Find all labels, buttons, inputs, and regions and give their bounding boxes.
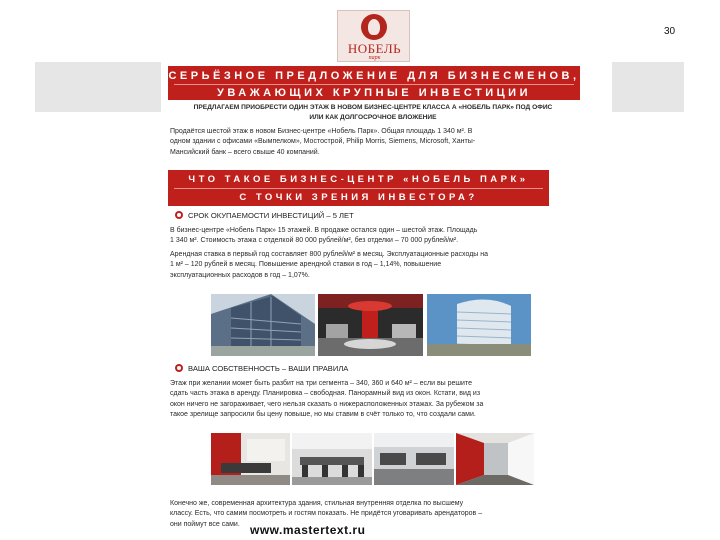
side-panel-left: [35, 62, 161, 112]
text-line: такое зрелище запросили бы цену повыше, но мы ставим в счёт только то, что создали сами.: [170, 410, 476, 418]
photo-red-lobby: [318, 294, 423, 356]
photo-corridor-red: [456, 433, 534, 485]
text-line: В бизнес-центре «Нобель Парк» 15 этажей. В продаже остался один – шестой этаж. Площадь: [170, 227, 478, 234]
photo-building-facade: [211, 294, 315, 356]
photo-office-red-wall: [211, 433, 290, 485]
section-title-text: ВАША СОБСТВЕННОСТЬ – ВАШИ ПРАВИЛА: [188, 364, 349, 373]
section-title-text: СРОК ОКУПАЕМОСТИ ИНВЕСТИЦИЙ – 5 ЛЕТ: [188, 211, 354, 220]
investor-line-1: ЧТО ТАКОЕ БИЗНЕС-ЦЕНТР «НОБЕЛЬ ПАРК»: [188, 174, 529, 185]
text-line: Конечно же, современная архитектура здания, стильная внутренняя отделка по высшему: [170, 500, 464, 507]
bullet-icon: [175, 364, 183, 372]
side-panel-right: [612, 62, 684, 112]
text-line: Продаётся шестой этаж в новом Бизнес-центре «Нобель Парк». Общая площадь 1 340 м². В: [170, 128, 473, 135]
text-line: Этаж при желании может быть разбит на три сегмента – 340, 360 и 640 м² – если вы решите: [170, 380, 472, 387]
medal-icon: [361, 14, 387, 40]
headline-line-2: УВАЖАЮЩИХ КРУПНЫЕ ИНВЕСТИЦИИ: [217, 87, 531, 99]
section-payback-para-2: [170, 250, 580, 281]
photo-meeting-room: [292, 433, 372, 485]
headline-line-1: СЕРЬЁЗНОЕ ПРЕДЛОЖЕНИЕ ДЛЯ БИЗНЕСМЕНОВ,: [168, 70, 580, 82]
section-payback-para-1: [170, 226, 580, 247]
bullet-icon: [175, 211, 183, 219]
text-line: 1 м² – 120 рублей в месяц. Повышение арендной ставки в год – 1,14%, повышение: [170, 261, 442, 269]
offer-heading: [170, 103, 576, 123]
nobel-park-logo: [337, 10, 410, 62]
text-line: Арендная ставка в первый год составляет 800 рублей/м² в месяц. Эксплуатационные расходы на: [170, 251, 489, 258]
text-line: эксплуатационных расходов в год – 1,07%.: [170, 271, 310, 279]
intro-paragraph: [170, 127, 580, 158]
text-line: Мансийский банк – всего свыше 40 компаний.: [170, 148, 320, 156]
text-line: сдать часть этажа в аренду. Планировка – свободная. Панорамный вид из окон. Кстати, вид из: [170, 390, 481, 398]
page-number: 30: [664, 26, 676, 37]
investor-banner: [168, 170, 549, 206]
text-line: классу. Есть, что самим посмотреть и гостям показать. Не придётся уговаривать арендаторов –: [170, 510, 483, 518]
investor-line-2: С ТОЧКИ ЗРЕНИЯ ИНВЕСТОРА?: [239, 192, 478, 203]
logo-tagline: парк: [368, 55, 381, 61]
photo-curved-tower: [427, 294, 531, 356]
section-ownership-paragraph: [170, 379, 580, 420]
offer-heading-line-1: ПРЕДЛАГАЕМ ПРИОБРЕСТИ ОДИН ЭТАЖ В НОВОМ БИЗНЕС-ЦЕНТРЕ КЛАССА А «НОБЕЛЬ ПАРК» ПОД ОФИС: [193, 104, 553, 111]
text-line: они поймут все сами.: [170, 520, 240, 528]
text-line: 1 340 м². Стоимость этажа с отделкой 80 000 рублей/м², без отделки – 70 000 рублей/м².: [170, 237, 459, 245]
headline-banner: [168, 66, 580, 100]
offer-heading-line-2: ИЛИ КАК ДОЛГОСРОЧНОЕ ВЛОЖЕНИЕ: [309, 114, 437, 121]
section-payback-title: [175, 211, 354, 220]
logo-brand: НОБЕЛЬ: [347, 41, 402, 56]
section-ownership-title: [175, 364, 348, 373]
photo-open-office: [374, 433, 454, 485]
text-line: одном здании с офисами «Вымпелком», Мостострой, Philip Morris, Siemens, Microsoft, Ханты-: [170, 138, 476, 146]
watermark-url: www.mastertext.ru: [250, 523, 366, 537]
text-line: окон ничего не загораживает, чего нельзя сказать о нижерасположенных этажах. За рубежом за: [170, 400, 484, 408]
